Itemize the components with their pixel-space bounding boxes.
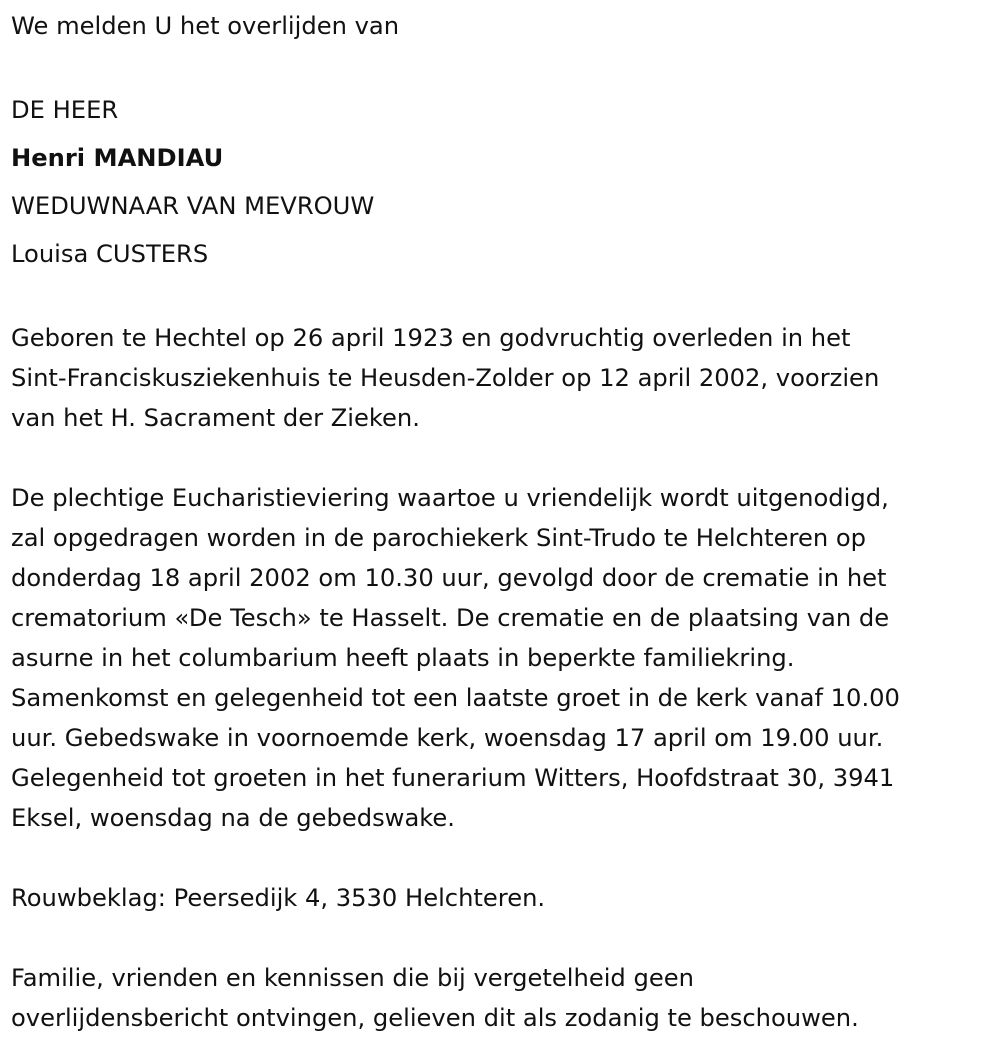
ceremony-line: Eksel, woensdag na de gebedswake. — [11, 804, 455, 832]
spouse-name: Louisa CUSTERS — [11, 240, 209, 268]
ceremony-line: donderdag 18 april 2002 om 10.30 uur, gevolgd door de crematie in het — [11, 564, 887, 592]
address-paragraph — [11, 878, 996, 918]
person-name: Henri MANDIAU — [11, 144, 224, 172]
ceremony-line: uur. Gebedswake in voornoemde kerk, woensdag 17 april om 19.00 uur. — [11, 724, 884, 752]
condolence-address: Rouwbeklag: Peersedijk 4, 3530 Helchteren. — [11, 884, 546, 912]
ceremony-paragraph — [11, 478, 996, 838]
intro-line: We melden U het overlijden van — [11, 12, 400, 40]
closing-line: Familie, vrienden en kennissen die bij vergetelheid geen — [11, 964, 694, 992]
birth-paragraph — [11, 318, 996, 438]
birth-line: Sint-Franciskusziekenhuis te Heusden-Zolder op 12 april 2002, voorzien — [11, 364, 880, 392]
obituary-text — [11, 6, 996, 1038]
ceremony-line: De plechtige Eucharistieviering waartoe u vriendelijk wordt uitgenodigd, — [11, 484, 889, 512]
birth-line: van het H. Sacrament der Zieken. — [11, 404, 420, 432]
person-relation: WEDUWNAAR VAN MEVROUW — [11, 192, 375, 220]
birth-line: Geboren te Hechtel op 26 april 1923 en godvruchtig overleden in het — [11, 324, 851, 352]
ceremony-line: crematorium «De Tesch» te Hasselt. De crematie en de plaatsing van de — [11, 604, 890, 632]
intro-section — [11, 6, 996, 46]
ceremony-line: Samenkomst en gelegenheid tot een laatste groet in de kerk vanaf 10.00 — [11, 684, 900, 712]
ceremony-line: zal opgedragen worden in de parochiekerk Sint-Trudo te Helchteren op — [11, 524, 867, 552]
person-title: DE HEER — [11, 96, 119, 124]
closing-line: overlijdensbericht ontvingen, gelieven dit als zodanig te beschouwen. — [11, 1004, 859, 1032]
person-block — [11, 86, 996, 278]
ceremony-line: Gelegenheid tot groeten in het funerarium Witters, Hoofdstraat 30, 3941 — [11, 764, 895, 792]
ceremony-line: asurne in het columbarium heeft plaats in beperkte familiekring. — [11, 644, 795, 672]
closing-paragraph — [11, 958, 996, 1038]
